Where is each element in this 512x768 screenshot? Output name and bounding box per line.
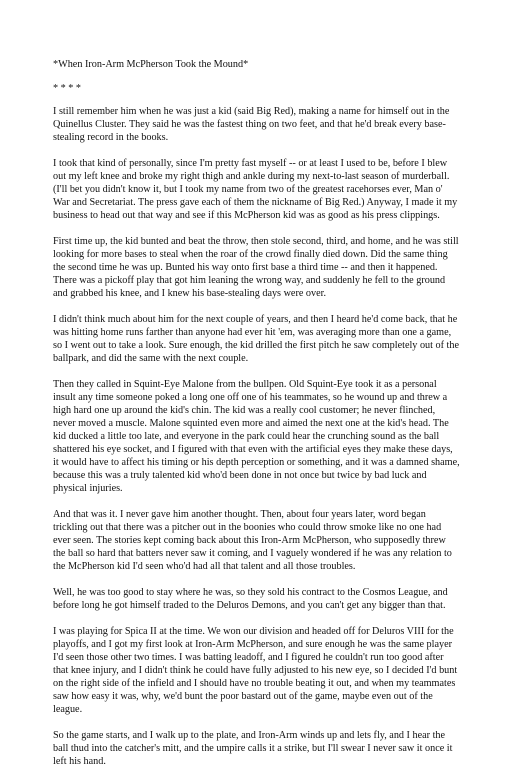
story-title: *When Iron-Arm McPherson Took the Mound* bbox=[53, 59, 249, 70]
paragraph: I was playing for Spica II at the time. We won our division and headed off for Deluros VIII for the playoffs, and I got my first look at Iron-Arm McPherson, and sure enough he was the same player I'd seen those other two times. I was batting leadoff, and I figured he couldn't run too good after that knee injury, and I didn't think he could have fully adjusted to his new eye, so I decided I'd bunt on the right side of the infield and I should have no trouble beating it out, and when my teammates saw how easy it was, why, we'd bunt the poor bastard out of the game, maybe even out of the league. bbox=[53, 625, 458, 716]
paragraph: I still remember him when he was just a kid (said Big Red), making a name for himself out in the Quinellus Cluster. They said he was the fastest thing on two feet, and that he'd break every base-stealing record in the books. bbox=[53, 106, 450, 144]
paragraph: I took that kind of personally, since I'm pretty fast myself -- or at least I used to be, before I blew out my left knee and broke my right thigh and ankle during my next-to-last season of murderball. (I'll bet you didn't know it, but I took my name from two of the greatest racehorses ever, Man o' War and Secretariat. The press gave each of them the nickname of Big Red.) Anyway, I made it my business to head out that way and see if this McPherson kid was as good as his press clippings. bbox=[53, 157, 458, 222]
paragraph: So the game starts, and I walk up to the plate, and Iron-Arm winds up and lets fly, and I hear the ball thud into the catcher's mitt, and the umpire calls it a strike, but I'll swear I never saw it once it left his hand. bbox=[53, 729, 453, 767]
section-break: * * * * bbox=[53, 83, 82, 94]
paragraph: And that was it. I never gave him another thought. Then, about four years later, word began trickling out that there was a pitcher out in the boonies who could throw smoke like no one had ever seen. The stories kept coming back about this Iron-Arm McPherson, who supposedly threw the ball so hard that batters never saw it coming, and I vaguely wondered if he was any relation to the McPherson kid I'd seen who'd had all that talent and all those troubles. bbox=[53, 508, 452, 573]
paragraph: Then they called in Squint-Eye Malone from the bullpen. Old Squint-Eye took it as a personal insult any time someone poked a long one off one of his teammates, so he wound up and threw a high hard one up around the kid's chin. The kid was a really cool customer; he never flinched, never moved a muscle. Malone squinted even more and aimed the next one at the kid's head. The kid ducked a little too late, and everyone in the park could hear the crunching sound as the ball shattered his eye socket, and I figured with that even with the artificial eyes they make these days, it would have to affect his timing or his depth perception or something, and it was a damned shame, because this was a truly talented kid who'd been done in not once but twice by bad luck and physical injuries. bbox=[53, 378, 460, 495]
paragraph: First time up, the kid bunted and beat the throw, then stole second, third, and home, and he was still looking for more bases to steal when the roar of the crowd finally died down. Did the same thing the second time he was up. Bunted his way onto first base a third time -- and then it happened. There was a pickoff play that got him leaning the wrong way, and suddenly he fell to the ground and grabbed his knee, and I knew his base-stealing days were over. bbox=[53, 235, 459, 300]
paragraph: Well, he was too good to stay where he was, so they sold his contract to the Cosmos League, and before long he got himself traded to the Deluros Demons, and you can't get any bigger than that. bbox=[53, 586, 448, 611]
paragraph: I didn't think much about him for the next couple of years, and then I heard he'd come back, that he was hitting home runs farther than anyone had ever hit 'em, was averaging more than one a game, so I went out to take a look. Sure enough, the kid drilled the first pitch he saw completely out of the ballpark, and did the same with the next couple. bbox=[53, 313, 459, 364]
